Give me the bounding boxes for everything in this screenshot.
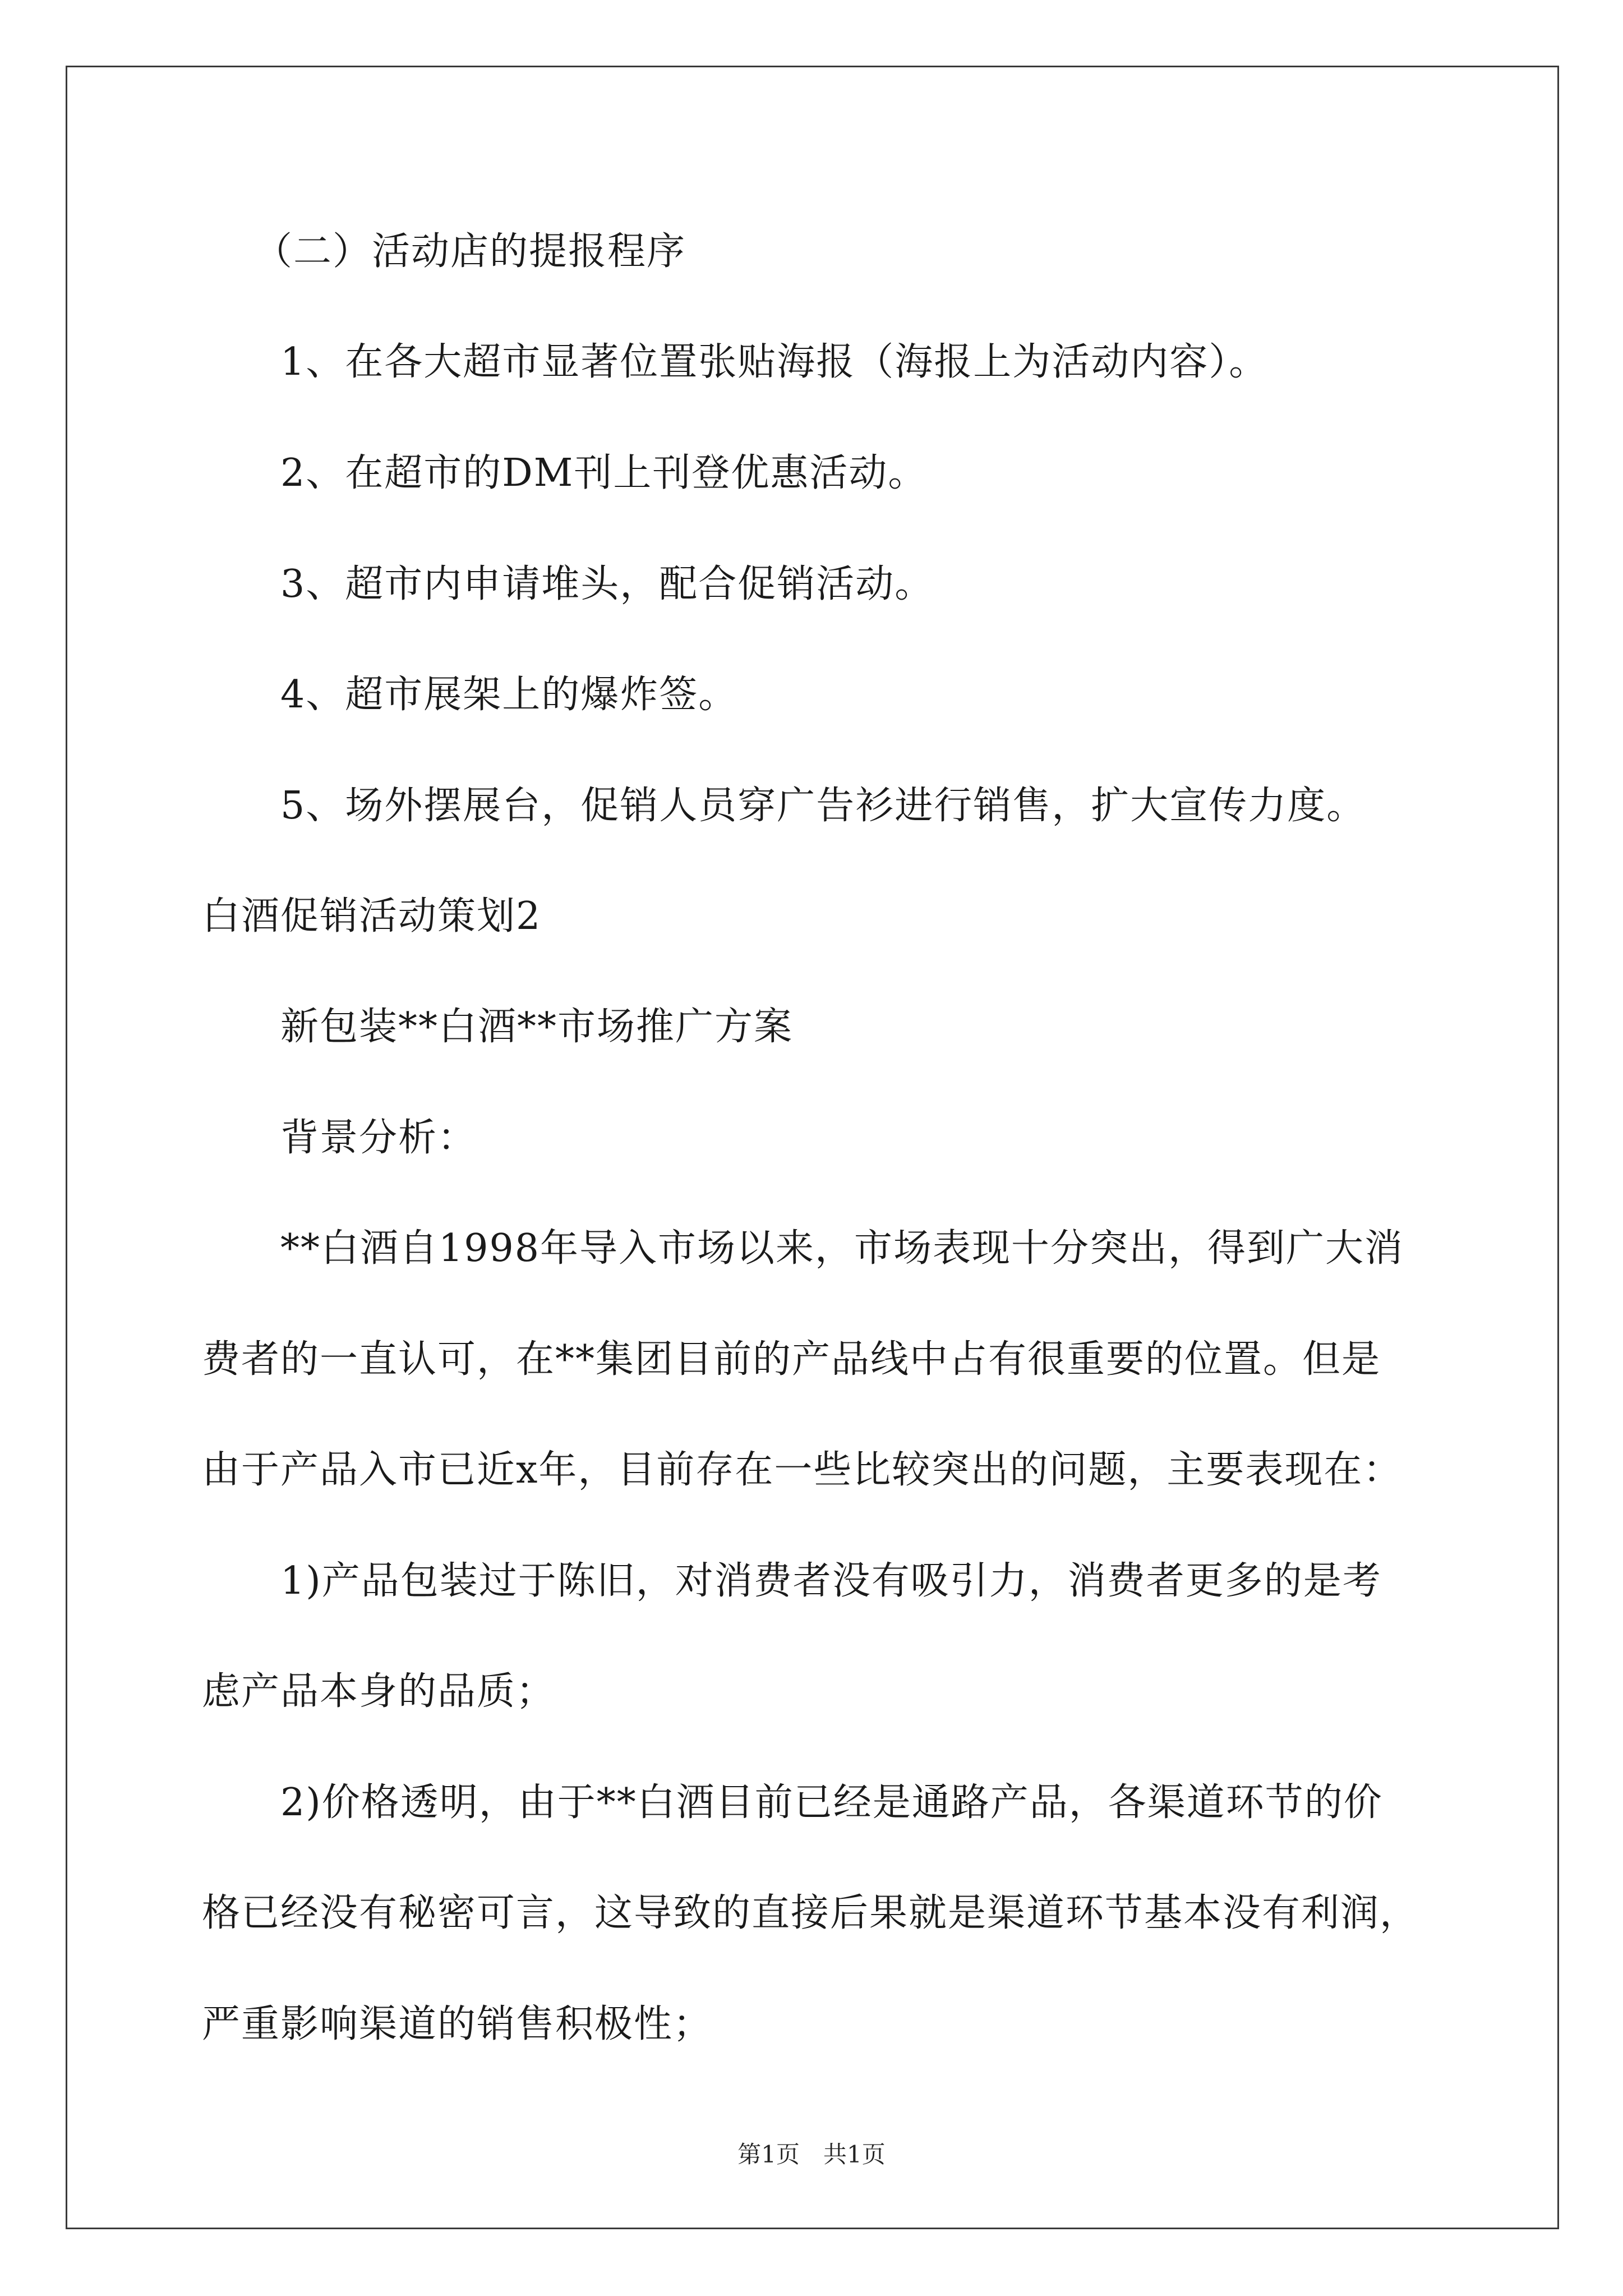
paragraph-line: 5、场外摆展台，促销人员穿广告衫进行销售，扩大宣传力度。 xyxy=(280,784,1366,828)
document-title: 白酒促销活动策划2 xyxy=(202,894,542,938)
paragraph-line: 由于产品入市已近x年，目前存在一些比较突出的问题，主要表现在： xyxy=(202,1448,1403,1492)
paragraph-line: **白酒自1998年导入市场以来，市场表现十分突出，得到广大消 xyxy=(280,1226,1404,1271)
page-number-footer: 第1页 共1页 xyxy=(737,2141,886,2168)
paragraph-line: 2、在超市的DM刊上刊登优惠活动。 xyxy=(280,451,928,495)
paragraph-line: 新包装**白酒**市场推广方案 xyxy=(280,1005,794,1049)
paragraph-line: 格已经没有秘密可言，这导致的直接后果就是渠道环节基本没有利润， xyxy=(202,1891,1419,1935)
paragraph-line: 1)产品包装过于陈旧，对消费者没有吸引力，消费者更多的是考 xyxy=(280,1559,1382,1603)
paragraph-line: 费者的一直认可，在**集团目前的产品线中占有很重要的位置。但是 xyxy=(202,1337,1381,1382)
paragraph-line: 1、在各大超市显著位置张贴海报（海报上为活动内容）。 xyxy=(280,340,1269,384)
paragraph-line: 严重影响渠道的销售积极性； xyxy=(202,2002,713,2046)
paragraph-line: 3、超市内申请堆头，配合促销活动。 xyxy=(280,562,934,606)
paragraph-line: 背景分析： xyxy=(280,1116,477,1160)
paragraph-line: 2)价格透明，由于**白酒目前已经是通路产品，各渠道环节的价 xyxy=(280,1780,1383,1825)
section-heading: （二）活动店的提报程序 xyxy=(254,229,686,274)
paragraph-line: 虑产品本身的品质； xyxy=(202,1669,556,1714)
paragraph-line: 4、超市展架上的爆炸签。 xyxy=(280,673,738,717)
